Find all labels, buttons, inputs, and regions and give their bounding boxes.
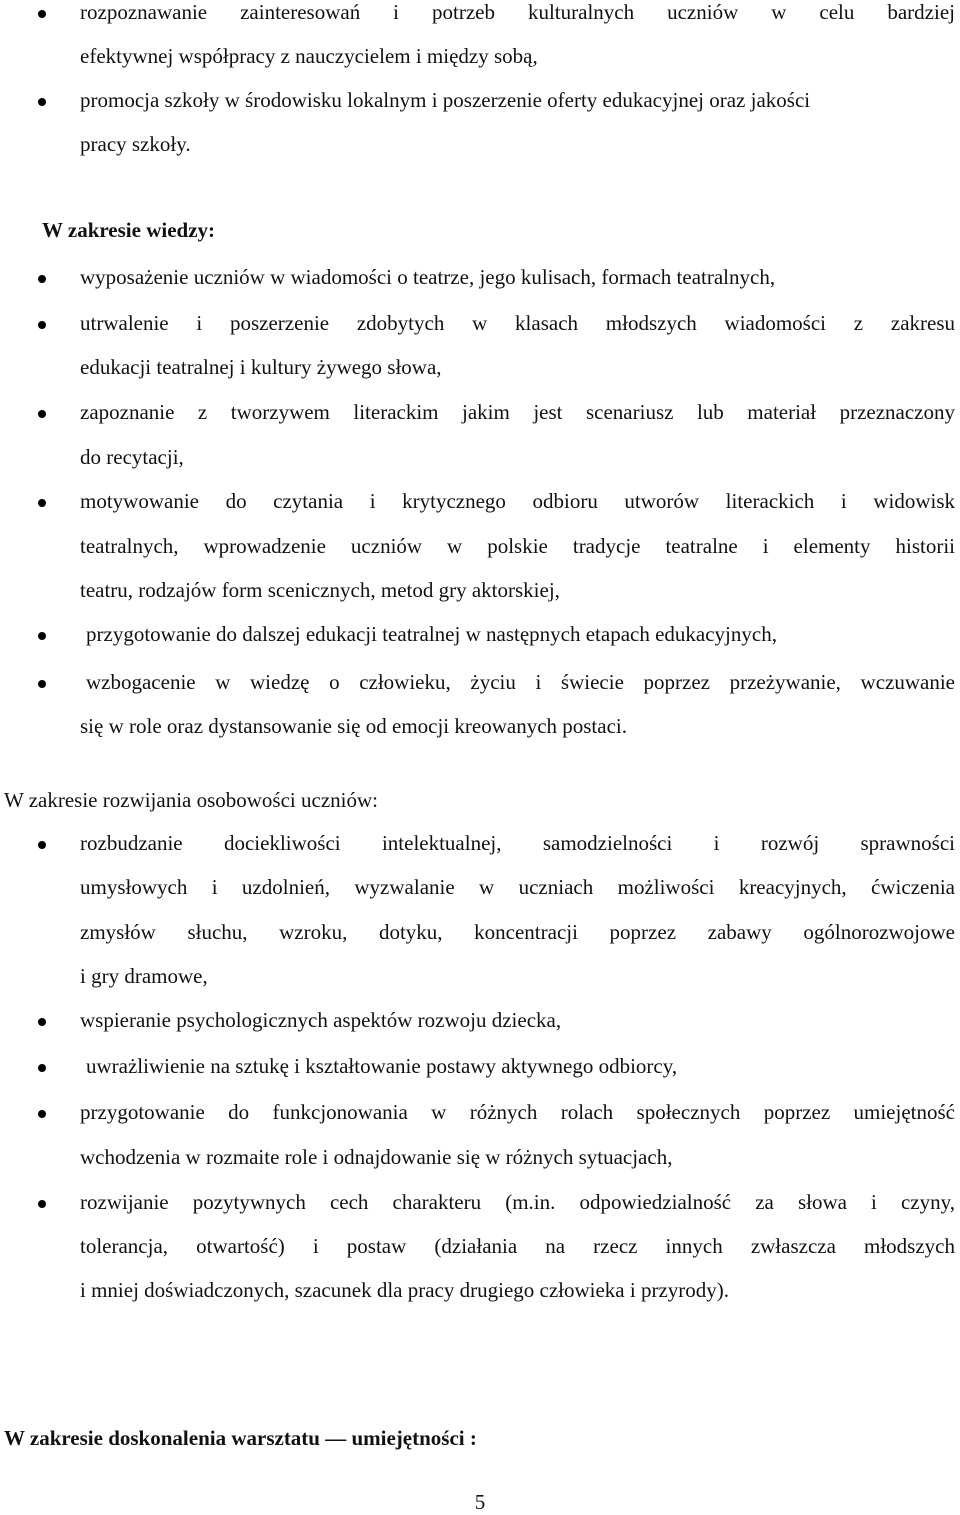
wiedza-bullet-1-line-1: wyposażenie uczniów w wiadomości o teatrze, jego kulisach, formach teatralnych,: [80, 265, 776, 289]
osobowosc-bullet-2-line-1: wspieranie psychologicznych aspektów rozwoju dziecka,: [80, 1008, 562, 1032]
wiedza-bullet-2-line-1: utrwalenie i poszerzenie zdobytych w klasach młodszych wiadomości z zakresu: [80, 311, 955, 335]
wiedza-bullet-4-line-2: teatralnych, wprowadzenie uczniów w polskie tradycje teatralne i elementy historii: [80, 534, 955, 558]
bullet-icon: [38, 98, 46, 106]
wiedza-bullet-5-line-1: przygotowanie do dalszej edukacji teatralnej w następnych etapach edukacyjnych,: [86, 622, 777, 646]
bullet-icon: [38, 1064, 46, 1072]
osobowosc-bullet-1-line-4: i gry dramowe,: [80, 964, 208, 988]
bullet-icon: [38, 10, 46, 18]
intro-bullet-1-line-2: efektywnej współpracy z nauczycielem i między sobą,: [80, 44, 538, 68]
osobowosc-bullet-5-line-1: rozwijanie pozytywnych cech charakteru (m.in. odpowiedzialność za słowa i czyny,: [80, 1190, 955, 1214]
wiedza-bullet-3-line-2: do recytacji,: [80, 445, 184, 469]
wiedza-bullet-6-line-2: się w role oraz dystansowanie się od emocji kreowanych postaci.: [80, 714, 627, 738]
osobowosc-bullet-3-line-1: uwrażliwienie na sztukę i kształtowanie postawy aktywnego odbiorcy,: [86, 1054, 678, 1078]
bullet-icon: [38, 275, 46, 283]
bullet-icon: [38, 1200, 46, 1208]
bullet-icon: [38, 410, 46, 418]
osobowosc-bullet-1-line-1: rozbudzanie dociekliwości intelektualnej, samodzielności i rozwój sprawności: [80, 831, 955, 855]
wiedza-bullet-4-line-3: teatru, rodzajów form scenicznych, metod gry aktorskiej,: [80, 578, 560, 602]
wiedza-bullet-6-line-1: wzbogacenie w wiedzę o człowieku, życiu i świecie poprzez przeżywanie, wczuwanie: [86, 670, 955, 694]
osobowosc-bullet-5-line-2: tolerancja, otwartość) i postaw (działania na rzecz innych zwłaszcza młodszych: [80, 1234, 955, 1258]
intro-bullet-2-line-1: promocja szkoły w środowisku lokalnym i poszerzenie oferty edukacyjnej oraz jakości: [80, 88, 811, 112]
bullet-icon: [38, 1018, 46, 1026]
section-heading-osobowosc: W zakresie rozwijania osobowości uczniów:: [4, 788, 378, 812]
page-number: 5: [474, 1490, 486, 1514]
bullet-icon: [38, 499, 46, 507]
wiedza-bullet-2-line-2: edukacji teatralnej i kultury żywego słowa,: [80, 355, 442, 379]
osobowosc-bullet-4-line-2: wchodzenia w rozmaite role i odnajdowanie się w różnych sytuacjach,: [80, 1145, 673, 1169]
intro-bullet-2-line-2: pracy szkoły.: [80, 132, 191, 156]
bullet-icon: [38, 321, 46, 329]
osobowosc-bullet-1-line-2: umysłowych i uzdolnień, wyzwalanie w uczniach możliwości kreacyjnych, ćwiczenia: [80, 875, 955, 899]
bullet-icon: [38, 1110, 46, 1118]
wiedza-bullet-4-line-1: motywowanie do czytania i krytycznego odbioru utworów literackich i widowisk: [80, 489, 955, 513]
section-heading-wiedza: W zakresie wiedzy:: [42, 218, 216, 242]
section-heading-warsztat: W zakresie doskonalenia warsztatu — umiejętności :: [4, 1426, 477, 1450]
osobowosc-bullet-5-line-3: i mniej doświadczonych, szacunek dla pracy drugiego człowieka i przyrody).: [80, 1278, 730, 1302]
wiedza-bullet-3-line-1: zapoznanie z tworzywem literackim jakim jest scenariusz lub materiał przeznaczony: [80, 400, 955, 424]
osobowosc-bullet-4-line-1: przygotowanie do funkcjonowania w różnych rolach społecznych poprzez umiejętność: [80, 1100, 955, 1124]
bullet-icon: [38, 841, 46, 849]
intro-bullet-1-line-1: rozpoznawanie zainteresowań i potrzeb kulturalnych uczniów w celu bardziej: [80, 0, 955, 24]
osobowosc-bullet-1-line-3: zmysłów słuchu, wzroku, dotyku, koncentracji poprzez zabawy ogólnorozwojowe: [80, 920, 955, 944]
bullet-icon: [38, 680, 46, 688]
bullet-icon: [38, 632, 46, 640]
